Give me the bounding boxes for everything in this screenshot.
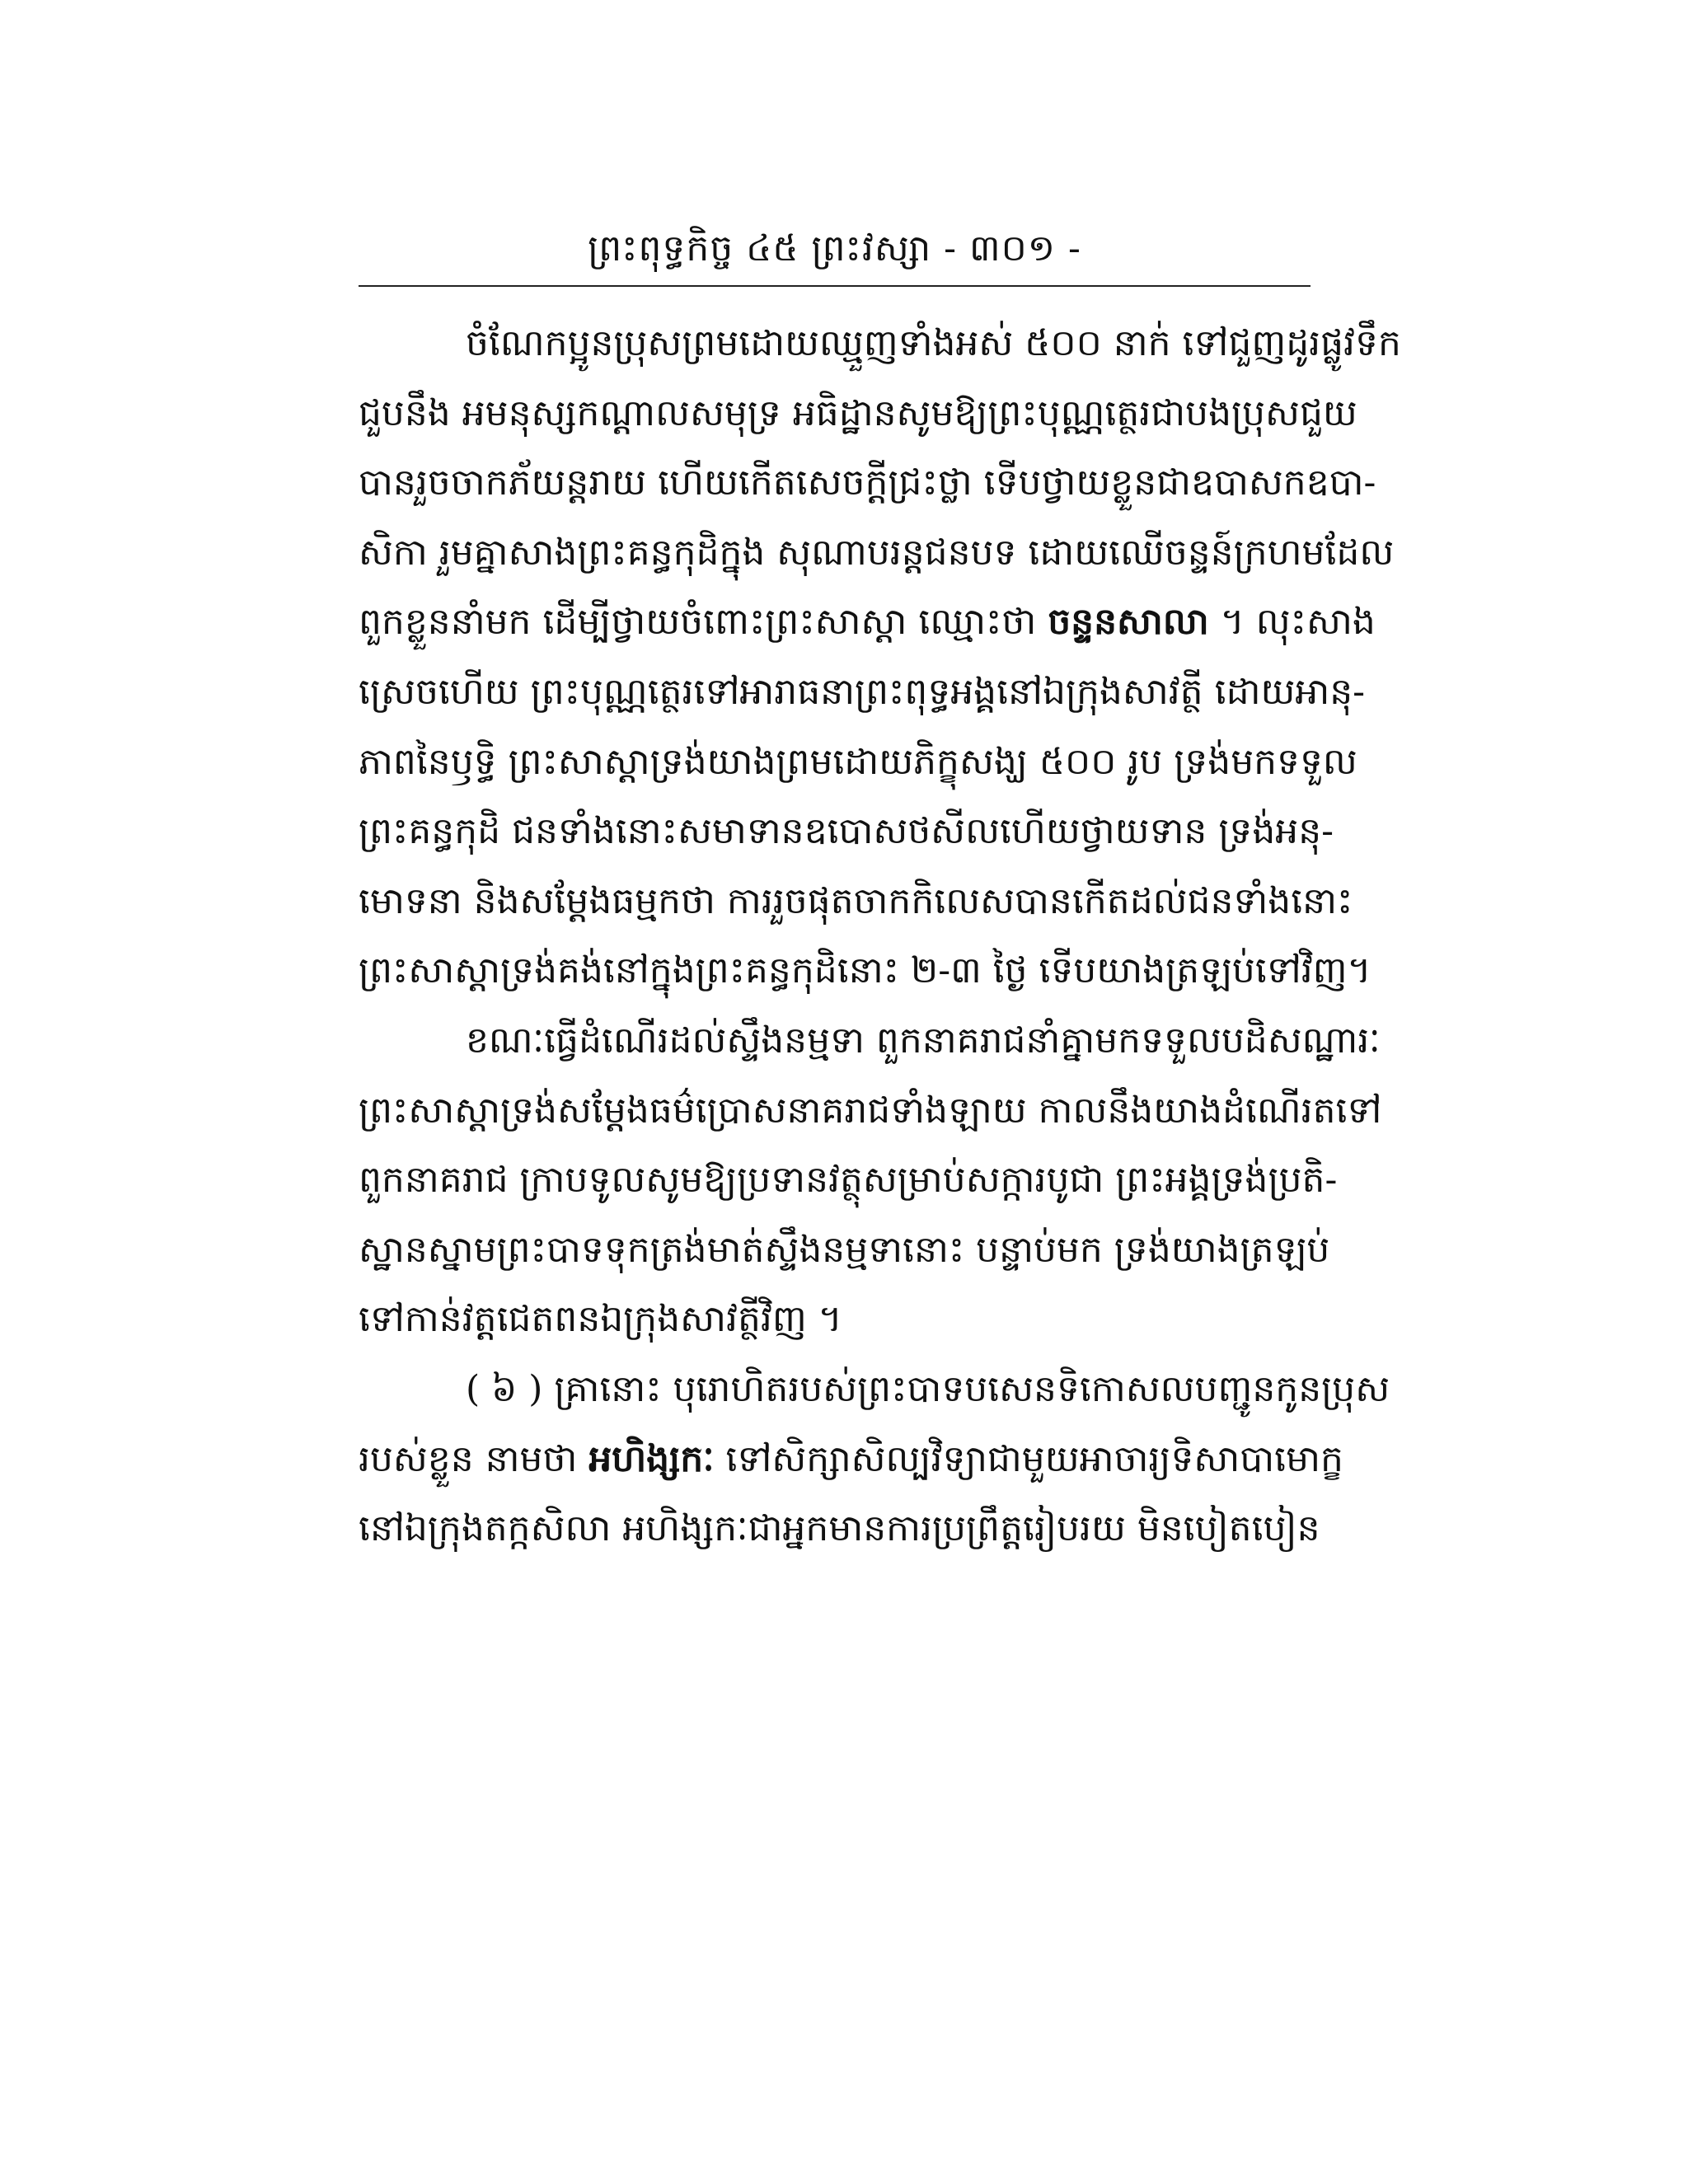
paragraph-line: ពួកនាគរាជ ក្រាបទូលសូមឱ្យប្រទានវត្ថុសម្រាប់សក្ការបូជា ព្រះអង្គទ្រង់ប្រតិ- — [359, 1159, 1338, 1202]
paragraph-line: ស្ឋានស្នាមព្រះបាទទុកត្រង់មាត់ស្ទឹងនម្មទានោះ បន្ទាប់មក ទ្រង់យាងត្រឡប់ — [359, 1228, 1330, 1271]
paragraph-line: ( ៦ ) គ្រានោះ បុរោហិតរបស់ព្រះបាទបសេនទិកោសលបញ្ជូនកូនប្រុស — [466, 1367, 1390, 1410]
body-text — [359, 309, 1401, 1564]
header-rule — [359, 285, 1311, 287]
paragraph-line — [359, 1425, 1343, 1495]
paragraph-line: ទៅកាន់វត្តជេតពនឯក្រុងសាវត្ថីវិញ ។ — [359, 1298, 842, 1341]
line-text: របស់ខ្លួន នាមថា — [359, 1437, 589, 1480]
paragraph-line: នៅឯក្រុងតក្កសិលា អហិង្សកៈជាអ្នកមានការប្រព្រឹត្តរៀបរយ មិនបៀតបៀន — [359, 1507, 1320, 1550]
paragraph-line: ភាពនៃឫទ្ធិ ព្រះសាស្ដាទ្រង់យាងព្រមដោយភិក្ខុសង្ឃ ៥០០ រូប ទ្រង់មកទទួល — [359, 740, 1357, 783]
paragraph-line: បានរួចចាកភ័យន្តរាយ ហើយកើតសេចក្ដីជ្រះថ្លា ទើបថ្វាយខ្លួនជាឧបាសកឧបា- — [359, 462, 1376, 504]
running-header: ព្រះពុទ្ធកិច្ច ៤៥ ព្រះវស្សា - ៣០១ - — [588, 227, 1081, 269]
paragraph-line: ជួបនឹង អមនុស្សកណ្ដាលសមុទ្រ អធិដ្ឋានសូមឱ្យព្រះបុណ្ណត្ថេរជាបងប្រុសជួយ — [359, 391, 1357, 434]
paragraph-line — [359, 588, 1376, 658]
paragraph-line: ចំណែកប្អូនប្រុសព្រមដោយឈ្មួញទាំងអស់ ៥០០ នាក់ ទៅជួញដូរផ្លូវទឹក — [466, 322, 1401, 364]
hall-name: ចន្ទនសាលា — [1048, 601, 1209, 644]
line-text: ទៅសិក្សាសិល្បវិទ្យាជាមួយអាចារ្យទិសាបាមោក្ខ — [714, 1437, 1343, 1480]
paragraph-line: ព្រះសាស្ដាទ្រង់គង់នៅក្នុងព្រះគន្ធកុដិនោះ ២-៣ ថ្ងៃ ទើបយាងត្រឡប់ទៅវិញ។ — [359, 949, 1372, 992]
paragraph-line: សិកា រួមគ្នាសាងព្រះគន្ធកុដិក្នុង សុណាបរន្តជនបទ ដោយឈើចន្ទន៍ក្រហមដែល — [359, 531, 1395, 574]
line-text: ពួកខ្លួននាំមក ដើម្បីថ្វាយចំពោះព្រះសាស្ដា ឈ្មោះថា — [359, 601, 1048, 644]
line-text: ។ លុះសាង — [1208, 601, 1376, 644]
paragraph-line: ស្រេចហើយ ព្រះបុណ្ណត្ថេរទៅអារាធនាព្រះពុទ្ធអង្គនៅឯក្រុងសាវត្ថី ដោយអានុ- — [359, 670, 1366, 713]
paragraph-line: ព្រះសាស្ដាទ្រង់សម្ដែងធម៌ប្រោសនាគរាជទាំងឡាយ កាលនឹងយាងដំណើរតទៅ — [359, 1089, 1382, 1132]
person-name: អហិង្សកៈ — [588, 1437, 715, 1480]
paragraph-line: ព្រះគន្ធកុដិ ជនទាំងនោះសមាទានឧបោសថសីលហើយថ្វាយទាន ទ្រង់អនុ- — [359, 810, 1334, 853]
paragraph-line: ខណៈធ្វើដំណើរដល់ស្ទឹងនម្មទា ពួកនាគរាជនាំគ្នាមកទទួលបដិសណ្ឋារៈ — [466, 1019, 1381, 1062]
paragraph-line: មោទនា និងសម្ដែងធម្មកថា ការរួចផុតចាកកិលេសបានកើតដល់ជនទាំងនោះ — [359, 879, 1353, 922]
